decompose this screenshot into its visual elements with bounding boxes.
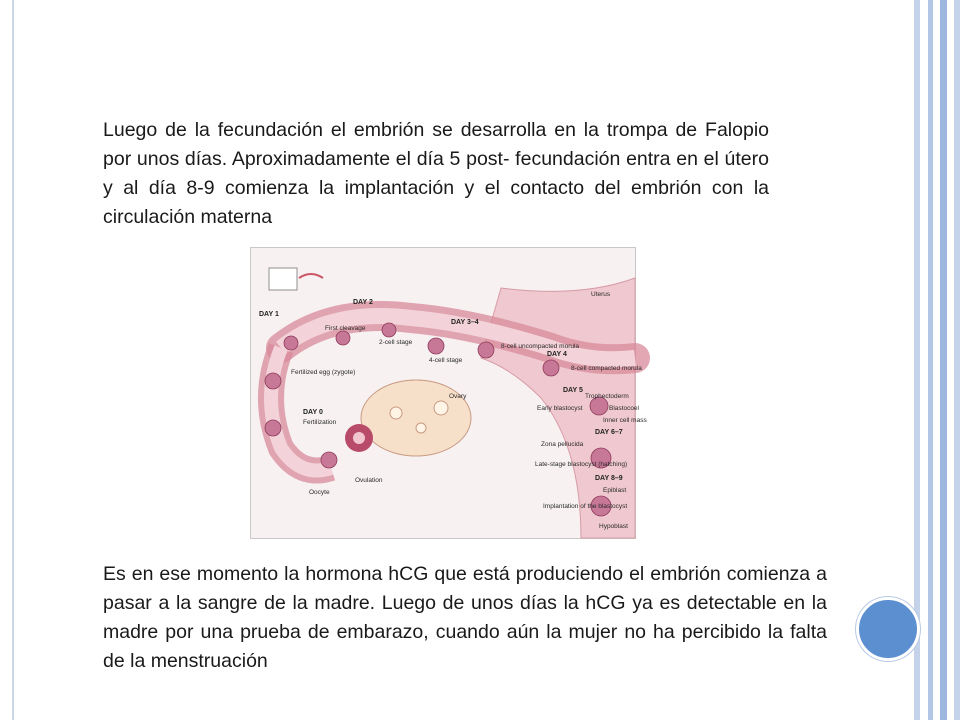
- label-first-cleavage: First cleavage: [325, 325, 366, 332]
- label-day-6-7: DAY 6–7: [595, 429, 623, 436]
- label-day-5: DAY 5: [563, 387, 583, 394]
- label-day-0: DAY 0: [303, 409, 323, 416]
- label-2-cell: 2-cell stage: [379, 339, 413, 346]
- label-8-cell-uncompacted: 8-cell uncompacted morula: [501, 343, 580, 350]
- label-early-blastocyst: Early blastocyst: [537, 405, 583, 412]
- label-day-2: DAY 2: [353, 299, 373, 306]
- label-inner-cell-mass: Inner cell mass: [603, 417, 647, 424]
- label-trophectoderm: Trophectoderm: [585, 393, 629, 400]
- decorative-circle: [856, 597, 920, 661]
- label-day-8-9: DAY 8–9: [595, 475, 623, 482]
- left-frame-border: [0, 0, 14, 720]
- label-fertilization: Fertilization: [303, 419, 337, 426]
- label-implantation: Implantation of the blastocyst: [543, 503, 628, 510]
- label-uterus: Uterus: [591, 291, 611, 298]
- label-epiblast: Epiblast: [603, 487, 627, 494]
- embryo-development-diagram: [250, 247, 647, 539]
- label-day-4: DAY 4: [547, 351, 567, 358]
- label-ovulation: Ovulation: [355, 477, 383, 484]
- label-oocyte: Oocyte: [309, 489, 330, 496]
- right-decorative-stripes: [914, 0, 960, 720]
- label-hypoblast: Hypoblast: [599, 523, 628, 530]
- label-late-blastocyst: Late-stage blastocyst (hatching): [535, 461, 628, 468]
- paragraph-hcg: Es en ese momento la hormona hCG que está produciendo el embrión comienza a pasar a la sangre de la madre. Luego de unos días la hCG ya es detectable en la madre por una prueba de embarazo, cuando aún la mujer no ha percibido la falta de la menstruación: [103, 563, 827, 672]
- label-ovary: Ovary: [449, 393, 467, 400]
- label-4-cell: 4-cell stage: [429, 357, 463, 364]
- label-8-cell-compacted: 8-cell compacted morula: [571, 365, 642, 372]
- paragraph-intro: Luego de la fecundación el embrión se desarrolla en la trompa de Falopio por unos días. Aproximadamente el día 5 post- fecundación entra en el útero y al día 8-9 comienza la implantación y el contacto del embrión con la circulación materna: [103, 119, 769, 228]
- label-zona-pellucida: Zona pellucida: [541, 441, 584, 448]
- label-blastocoel: Blastocoel: [609, 405, 639, 412]
- label-day-3-4: DAY 3–4: [451, 319, 479, 326]
- label-day-1: DAY 1: [259, 311, 279, 318]
- label-fertilized-egg: Fertilized egg (zygote): [291, 369, 356, 376]
